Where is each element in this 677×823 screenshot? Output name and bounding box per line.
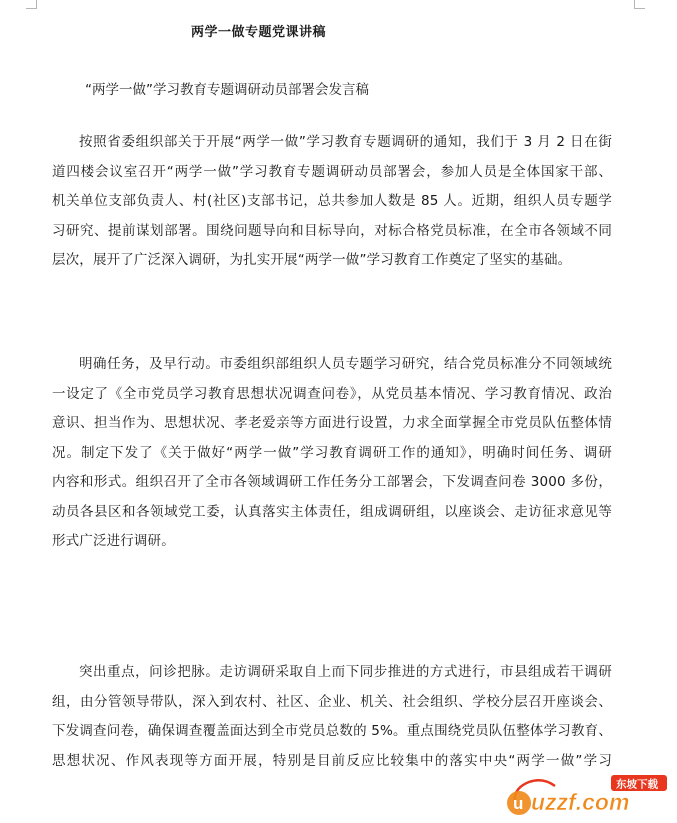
watermark-top-text: 东坡下载 xyxy=(616,778,658,791)
page-corner-mark-right xyxy=(634,0,645,9)
page-title: 两学一做专题党课讲稿 xyxy=(190,25,326,40)
paragraph-line: 思想状况、作风表现等方面开展，特别是目前反应比较集中的落实中央“两学一做”学习 xyxy=(52,752,612,769)
paragraph-line: 组，由分管领导带队，深入到农村、社区、企业、机关、社会组织、学校分层召开座谈会、 xyxy=(52,693,612,710)
uzzf-watermark-logo xyxy=(503,770,673,820)
paragraph-line: 动员各县区和各领域党工委，认真落实主体责任，组成调研组，以座谈会、走访征求意见等 xyxy=(52,503,612,520)
paragraph-3 xyxy=(52,658,612,776)
paragraph-line: 内容和形式。组织召开了全市各领域调研工作任务分工部署会，下发调查问卷 3000 多份， xyxy=(52,474,612,490)
document-subtitle: “两学一做”学习教育专题调研动员部署会发言稿 xyxy=(85,82,369,98)
paragraph-line: 况。制定下发了《关于做好“两学一做”学习教育调研工作的通知》，明确时间任务、调研 xyxy=(52,444,612,461)
paragraph-line: 道四楼会议室召开“两学一做”学习教育专题调研动员部署会，参加人员是全体国家干部、 xyxy=(52,163,612,180)
paragraph-2 xyxy=(52,350,612,557)
paragraph-line: 形式广泛进行调研。 xyxy=(52,533,175,549)
paragraph-line: 突出重点，问诊把脉。走访调研采取自上而下同步推进的方式进行，市县组成若干调研 xyxy=(79,664,612,680)
paragraph-1 xyxy=(52,128,612,276)
watermark-brand-text: uzzf.com xyxy=(531,789,630,815)
paragraph-line: 层次，展开了广泛深入调研，为扎实开展“两学一做”学习教育工作奠定了坚实的基础。 xyxy=(52,252,572,268)
paragraph-line: 下发调查问卷，确保调查覆盖面达到全市党员总数的 5%。重点围绕党员队伍整体学习教育、 xyxy=(52,723,612,739)
paragraph-line: 习研究、提前谋划部署。围绕问题导向和目标导向，对标合格党员标准，在全市各领域不同 xyxy=(52,222,612,239)
paragraph-line: 意识、担当作为、思想状况、孝老爱亲等方面进行设置，力求全面掌握全市党员队伍整体情 xyxy=(52,415,612,431)
page-corner-mark-left xyxy=(26,0,37,9)
paragraph-line: 明确任务，及早行动。市委组织部组织人员专题学习研究，结合党员标准分不同领域统 xyxy=(79,356,612,372)
watermark-u-letter: u xyxy=(513,794,524,813)
paragraph-line: 按照省委组织部关于开展“两学一做”学习教育专题调研的通知，我们于 3 月 2 日在街 xyxy=(79,134,612,150)
paragraph-line: 一设定了《全市党员学习教育思想状况调查问卷》，从党员基本情况、学习教育情况、政治 xyxy=(52,385,612,402)
paragraph-line: 机关单位支部负责人、村(社区)支部书记，总共参加人数是 85 人。近期，组织人员专题学 xyxy=(52,193,612,209)
